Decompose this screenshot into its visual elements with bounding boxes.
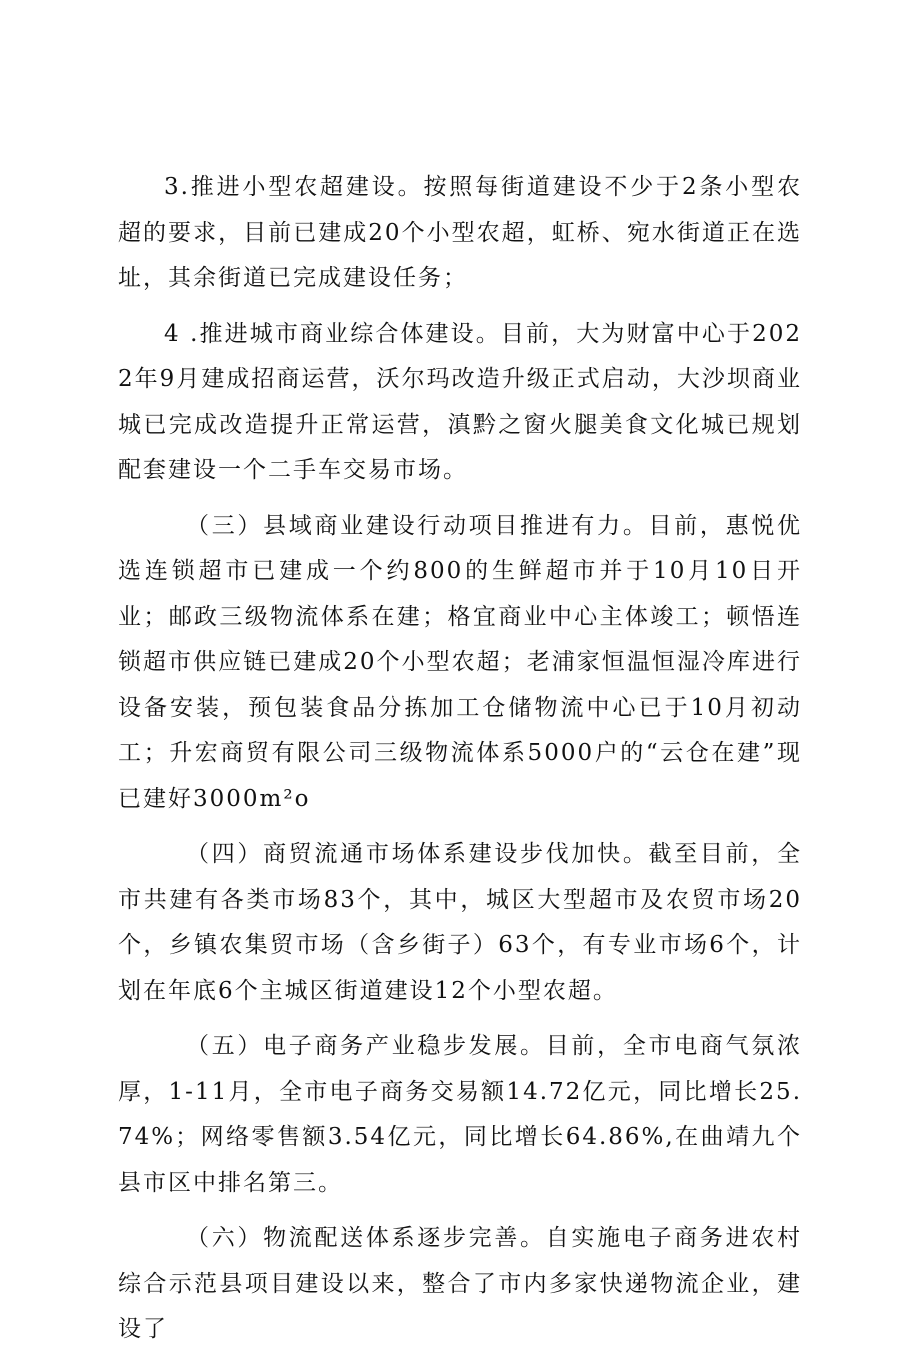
- paragraph-logistics: （六）物流配送体系逐步完善。自实施电子商务进农村综合示范县项目建设以来，整合了市内多家快递物流企业，建设了: [118, 1225, 802, 1342]
- paragraph-commercial-complex: 4 .推进城市商业综合体建设。目前，大为财富中心于2022年9月建成招商运营，沃尔玛改造升级正式启动，大沙坝商业城已完成改造提升正常运营，滇黔之窗火腿美食文化城已规划配套建设一个二手车交易市场。: [118, 320, 802, 483]
- paragraph-e-commerce: （五）电子商务产业稳步发展。目前，全市电商气氛浓厚，1-11月，全市电子商务交易额14.72亿元，同比增长25.74%；网络零售额3.54亿元，同比增长64.86%,在曲靖九个县市区中排名第三。: [118, 1033, 802, 1196]
- paragraph-market-system: （四）商贸流通市场体系建设步伐加快。截至目前，全市共建有各类市场83个，其中，城区大型超市及农贸市场20个，乡镇农集贸市场（含乡街子）63个，有专业市场6个，计划在年底6个主城区街道建设12个小型农超。: [118, 841, 802, 1004]
- paragraph-county-commerce: （三）县域商业建设行动项目推进有力。目前，惠悦优选连锁超市已建成一个约800的生鲜超市并于10月10日开业；邮政三级物流体系在建；格宜商业中心主体竣工；顿悟连锁超市供应链已建成20个小型农超；老浦家恒温恒湿冷库进行设备安装，预包装食品分拣加工仓储物流中心已于10月初动工；升宏商贸有限公司三级物流体系5000户的“云仓在建”现已建好3000m²o: [118, 512, 802, 812]
- document-body: [118, 165, 802, 1363]
- paragraph-small-farm-supermarkets: 3.推进小型农超建设。按照每街道建设不少于2条小型农超的要求，目前已建成20个小型农超，虹桥、宛水街道正在选址，其余街道已完成建设任务；: [118, 174, 802, 291]
